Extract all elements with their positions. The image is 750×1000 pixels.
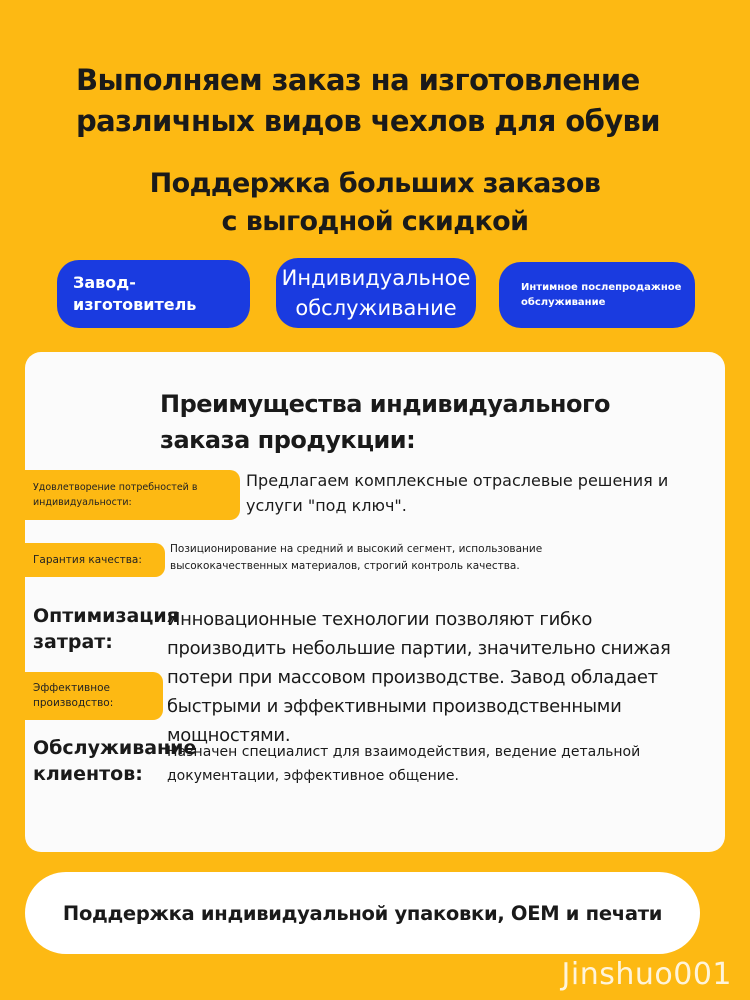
text-cost-optimization: Инновационные технологии позволяют гибко производить небольшие партии, значительно снижая потери при массовом производстве. Завод обладает быстрыми и эффективными производственными мощностями. bbox=[167, 609, 671, 746]
pill-aftersales bbox=[499, 262, 695, 328]
tag-quality: Гарантия качества: bbox=[25, 543, 165, 577]
pill-individual-service-label: Индивидуальное обслуживание bbox=[281, 266, 471, 320]
bottom-banner-text: Поддержка индивидуальной упаковки, OEM и печати bbox=[62, 901, 663, 925]
text-customer-service: Назначен специалист для взаимодействия, ведение детальной документации, эффективное общение. bbox=[167, 744, 641, 784]
pill-individual-service bbox=[276, 258, 476, 328]
text-quality: Позиционирование на средний и высокий сегмент, использование высококачественных материалов, строгий контроль качества. bbox=[170, 543, 543, 572]
label-cost-optimization: Оптимизация затрат: bbox=[33, 605, 179, 653]
bottom-banner bbox=[25, 872, 700, 954]
label-customer-service: Обслуживание клиентов: bbox=[33, 737, 197, 785]
subheadline: Поддержка больших заказов с выгодной скидкой bbox=[149, 168, 601, 237]
pill-factory-label: Завод-изготовитель bbox=[73, 273, 197, 314]
pill-factory bbox=[57, 260, 250, 328]
tag-individuality: Удовлетворение потребностей в индивидуальности: bbox=[25, 470, 240, 520]
tag-efficient-production: Эффективное производство: bbox=[25, 672, 163, 720]
headline: Выполняем заказ на изготовление различных видов чехлов для обуви bbox=[76, 63, 660, 138]
text-individuality: Предлагаем комплексные отраслевые решения и услуги "под ключ". bbox=[246, 471, 669, 515]
watermark: Jinshuo001 bbox=[561, 957, 732, 992]
pill-aftersales-label: Интимное послепродажное обслуживание bbox=[521, 282, 682, 308]
card-title: Преимущества индивидуального заказа продукции: bbox=[160, 390, 610, 454]
